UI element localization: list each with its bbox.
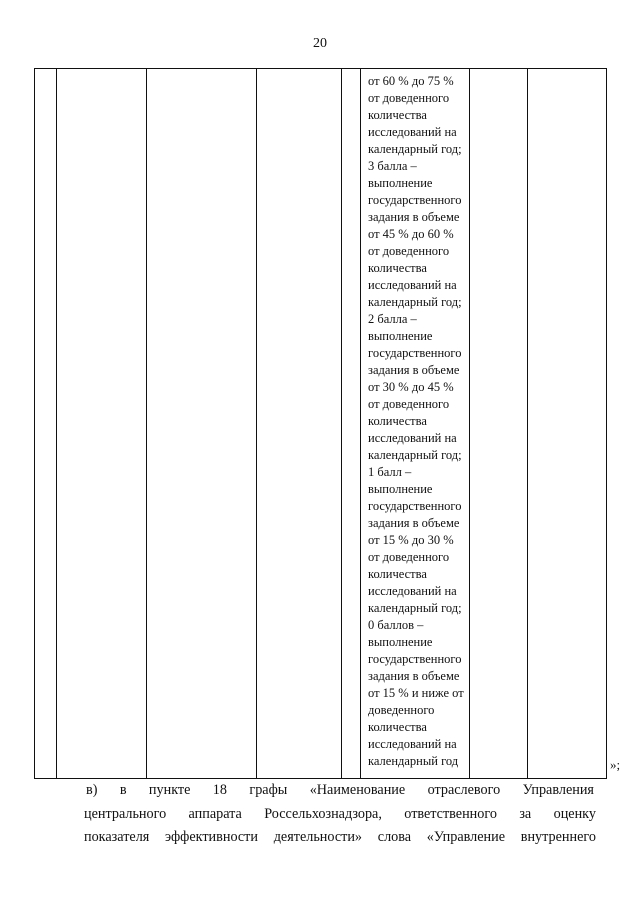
cell-text-line: от 30 % до 45 % <box>368 380 454 394</box>
paragraph-word: Управления <box>522 782 594 798</box>
paragraph-word: деятельности» <box>273 829 363 845</box>
cell-text-line: количества <box>368 108 427 122</box>
cell-text-line: количества <box>368 261 427 275</box>
paragraph-line <box>86 779 594 801</box>
cell-text-line: государственного <box>368 652 462 666</box>
cell-text-line: исследований на <box>368 584 457 598</box>
cell-text-line: исследований на <box>368 278 457 292</box>
cell-text-line: задания в объеме <box>368 669 460 683</box>
cell-text-line: от доведенного <box>368 397 450 411</box>
cell-text-line: календарный год; <box>368 448 462 462</box>
paragraph-word: 18 <box>212 782 227 798</box>
cell-text-line: календарный год; <box>368 142 462 156</box>
paragraph-word: в) <box>86 782 98 798</box>
paragraph-word: пункте <box>148 782 191 798</box>
cell-text-line: календарный год; <box>368 601 462 615</box>
cell-text-line: 0 баллов – <box>368 618 424 632</box>
evaluation-criteria-cell <box>368 73 472 770</box>
cell-text-line: календарный год; <box>368 295 462 309</box>
paragraph-word: аппарата <box>188 806 242 822</box>
cell-text-line: от 15 % и ниже от <box>368 686 464 700</box>
cell-text-line: от 45 % до 60 % <box>368 227 454 241</box>
cell-text-line: 1 балл – <box>368 465 412 479</box>
cell-text-line: количества <box>368 414 427 428</box>
paragraph-word: оценку <box>553 806 596 822</box>
cell-text-line: количества <box>368 567 427 581</box>
paragraph-word: внутреннего <box>520 829 596 845</box>
cell-text-line: календарный год <box>368 754 459 768</box>
paragraph-word: Россельхознадзора, <box>264 806 382 822</box>
cell-text-line: исследований на <box>368 737 457 751</box>
table-column-border <box>146 68 147 779</box>
cell-text-line: задания в объеме <box>368 363 460 377</box>
cell-text-line: государственного <box>368 499 462 513</box>
cell-text-line: 3 балла – <box>368 159 417 173</box>
cell-text-line: государственного <box>368 346 462 360</box>
table-column-border <box>360 68 361 779</box>
paragraph-word: показателя <box>84 829 150 845</box>
cell-text-line: от доведенного <box>368 550 450 564</box>
table-column-border <box>56 68 57 779</box>
cell-text-line: доведенного <box>368 703 435 717</box>
table-column-border <box>527 68 528 779</box>
page-number: 20 <box>313 36 327 51</box>
criteria-table <box>34 68 607 779</box>
paragraph-word: за <box>519 806 532 822</box>
cell-text-line: от доведенного <box>368 91 450 105</box>
cell-text-line: задания в объеме <box>368 516 460 530</box>
cell-text-line: выполнение <box>368 176 433 190</box>
cell-text-line: исследований на <box>368 431 457 445</box>
cell-text-line: исследований на <box>368 125 457 139</box>
paragraph-word: в <box>119 782 127 798</box>
cell-text-line: государственного <box>368 193 462 207</box>
paragraph-word: эффективности <box>165 829 258 845</box>
cell-text-line: 2 балла – <box>368 312 417 326</box>
table-column-border <box>341 68 342 779</box>
table-column-border <box>256 68 257 779</box>
cell-text-line: выполнение <box>368 635 433 649</box>
paragraph-word: слова <box>377 829 412 845</box>
paragraph-word: «Управление <box>426 829 506 845</box>
paragraph-line <box>84 803 596 825</box>
paragraph-word: отраслевого <box>427 782 501 798</box>
table-column-border <box>606 68 607 779</box>
table-top-border <box>34 68 607 69</box>
paragraph-line <box>84 826 596 848</box>
paragraph-word: графы <box>249 782 288 798</box>
paragraph-word: «Наименование <box>309 782 406 798</box>
cell-text-line: выполнение <box>368 329 433 343</box>
cell-text-line: от 15 % до 30 % <box>368 533 454 547</box>
cell-text-line: количества <box>368 720 427 734</box>
paragraph-word: ответственного <box>404 806 497 822</box>
cell-text-line: выполнение <box>368 482 433 496</box>
table-column-border <box>34 68 35 779</box>
cell-text-line: от 60 % до 75 % <box>368 74 454 88</box>
cell-text-line: задания в объеме <box>368 210 460 224</box>
paragraph-word: центрального <box>84 806 167 822</box>
closing-quote-mark: »; <box>610 757 621 772</box>
cell-text-line: от доведенного <box>368 244 450 258</box>
